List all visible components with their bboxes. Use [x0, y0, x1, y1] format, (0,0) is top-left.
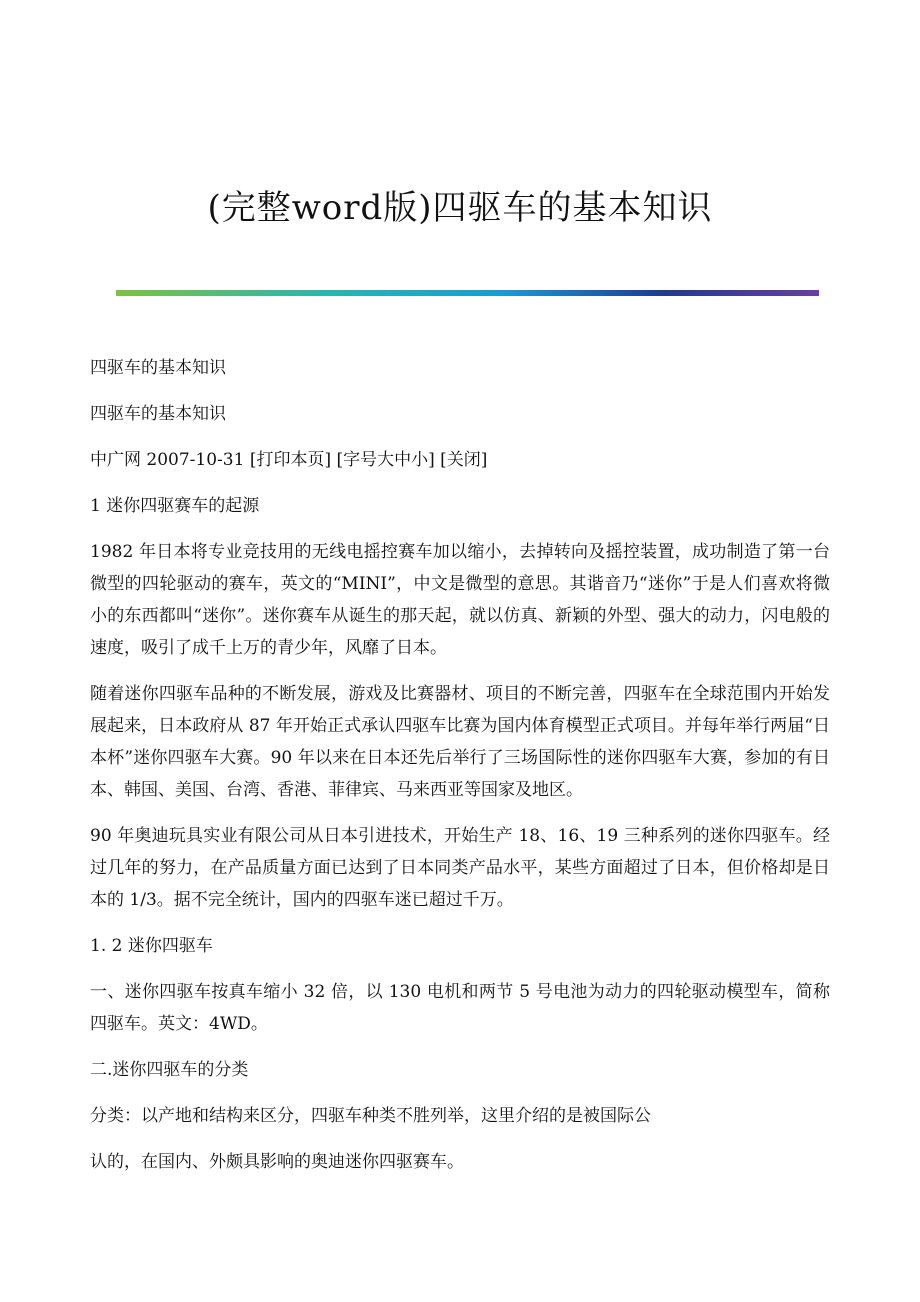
- source-line: 中广网 2007-10-31 [打印本页] [字号大中小] [关闭]: [90, 450, 488, 470]
- paragraph: 四驱车的基本知识: [90, 358, 226, 378]
- section-heading: 1 迷你四驱赛车的起源: [90, 496, 260, 516]
- section-heading: 1. 2 迷你四驱车: [90, 936, 213, 956]
- paragraph: 90 年奥迪玩具实业有限公司从日本引进技术，开始生产 18、16、19 三种系列的迷你四驱车。经过几年的努力，在产品质量方面已达到了日本同类产品水平，某些方面超过了日本，但价格却是日本的 1/3。据不完全统计，国内的四驱车迷已超过千万。: [90, 826, 830, 910]
- paragraph: 1982 年日本将专业竞技用的无线电摇控赛车加以缩小，去掉转向及摇控装置，成功制造了第一台微型的四轮驱动的赛车，英文的“MINI”，中文是微型的意思。其谐音乃“迷你”于是人们喜欢将微小的东西都叫“迷你”。迷你赛车从诞生的那天起，就以仿真、新颖的外型、强大的动力，闪电般的速度，吸引了成千上万的青少年，风靡了日本。: [90, 542, 830, 658]
- document-body: [90, 352, 830, 1192]
- paragraph: 认的，在国内、外颇具影响的奥迪迷你四驱赛车。: [90, 1152, 464, 1172]
- document-title: (完整word版)四驱车的基本知识: [207, 188, 713, 228]
- paragraph: 分类：以产地和结构来区分，四驱车种类不胜列举，这里介绍的是被国际公: [90, 1106, 651, 1126]
- paragraph: 一、迷你四驱车按真车缩小 32 倍，以 130 电机和两节 5 号电池为动力的四轮驱动模型车，简称四驱车。英文：4WD。: [90, 982, 830, 1034]
- gradient-divider: [116, 290, 819, 296]
- section-heading: 二.迷你四驱车的分类: [90, 1060, 249, 1080]
- paragraph: 四驱车的基本知识: [90, 404, 226, 424]
- paragraph: 随着迷你四驱车品种的不断发展，游戏及比赛器材、项目的不断完善，四驱车在全球范围内开始发展起来，日本政府从 87 年开始正式承认四驱车比赛为国内体育模型正式项目。并每年举行两届“日本杯”迷你四驱车大赛。90 年以来在日本还先后举行了三场国际性的迷你四驱车大赛，参加的有日本、韩国、美国、台湾、香港、菲律宾、马来西亚等国家及地区。: [90, 684, 830, 800]
